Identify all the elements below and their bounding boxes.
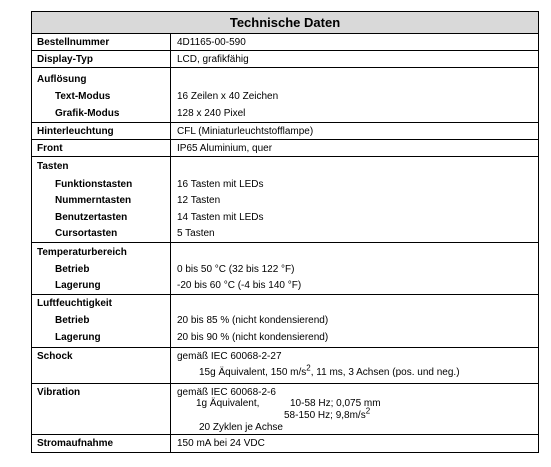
row-front (32, 140, 538, 157)
value-vibration-aequivalent: 1g Äquivalent, (196, 398, 260, 409)
label-display-typ: Display-Typ (37, 54, 93, 65)
value-schock-detail: 15g Äquivalent, 150 $m/s^2$, 11 ms, 3 Achsen (pos. und neg.) (199, 363, 460, 378)
value-bestellnummer: 4D1165-00-590 (177, 37, 246, 48)
value-display-typ: LCD, grafikfähig (177, 54, 249, 65)
value-vibration-range-2: 58-150 Hz; $9,8m/s^2$ (284, 406, 371, 421)
row-display-typ (32, 51, 538, 68)
label-cursortasten: Cursortasten (55, 228, 118, 239)
label-feuchte-betrieb: Betrieb (55, 315, 90, 326)
tech-data-table (31, 11, 539, 453)
value-temperatur-betrieb: 0 bis 50 °C (32 bis 122 °F) (177, 264, 295, 275)
label-stromaufnahme: Stromaufnahme (37, 438, 114, 449)
value-text-modus: 16 Zeilen x 40 Zeichen (177, 91, 279, 102)
value-temperatur-lagerung: -20 bis 60 °C (-4 bis 140 °F) (177, 280, 302, 291)
label-temperatur-betrieb: Betrieb (55, 264, 90, 275)
value-hinterleuchtung: CFL (Miniaturleuchtstofflampe) (177, 126, 314, 137)
label-schock: Schock (37, 351, 73, 362)
row-luftfeuchtigkeit (32, 295, 538, 348)
label-vibration: Vibration (37, 387, 81, 398)
value-schock-norm: gemäß IEC 60068-2-27 (177, 351, 282, 362)
value-front: IP65 Aluminium, quer (177, 143, 273, 154)
value-vibration-range-1: 10-58 Hz; 0,075 mm (290, 398, 381, 409)
row-vibration (32, 384, 538, 435)
value-vibration-norm: gemäß IEC 60068-2-6 (177, 387, 276, 398)
label-aufloesung: Auflösung (37, 74, 87, 85)
label-tasten: Tasten (37, 161, 69, 172)
value-feuchte-betrieb: 20 bis 85 % (nicht kondensierend) (177, 315, 329, 326)
label-temperaturbereich: Temperaturbereich (37, 247, 127, 258)
value-stromaufnahme: 150 mA bei 24 VDC (177, 438, 265, 449)
label-luftfeuchtigkeit: Luftfeuchtigkeit (37, 298, 112, 309)
value-nummerntasten: 12 Tasten (177, 195, 221, 206)
row-stromaufnahme (32, 435, 538, 452)
label-bestellnummer: Bestellnummer (37, 37, 110, 48)
value-funktionstasten: 16 Tasten mit LEDs (177, 179, 264, 190)
row-aufloesung (32, 68, 538, 123)
label-funktionstasten: Funktionstasten (55, 179, 133, 190)
label-text-modus: Text-Modus (55, 91, 111, 102)
label-hinterleuchtung: Hinterleuchtung (37, 126, 114, 137)
label-temperatur-lagerung: Lagerung (55, 280, 101, 291)
row-hinterleuchtung (32, 123, 538, 140)
row-schock (32, 348, 538, 384)
value-grafik-modus: 128 x 240 Pixel (177, 108, 246, 119)
value-vibration-zyklen: 20 Zyklen je Achse (199, 422, 283, 433)
label-feuchte-lagerung: Lagerung (55, 332, 101, 343)
label-grafik-modus: Grafik-Modus (55, 108, 120, 119)
label-nummerntasten: Nummerntasten (55, 195, 132, 206)
row-tasten (32, 157, 538, 243)
label-front: Front (37, 143, 63, 154)
label-benutzertasten: Benutzertasten (55, 212, 128, 223)
value-benutzertasten: 14 Tasten mit LEDs (177, 212, 264, 223)
row-temperaturbereich (32, 243, 538, 295)
row-bestellnummer (32, 34, 538, 51)
table-title: Technische Daten (32, 12, 538, 34)
value-feuchte-lagerung: 20 bis 90 % (nicht kondensierend) (177, 332, 329, 343)
value-cursortasten: 5 Tasten (177, 228, 215, 239)
